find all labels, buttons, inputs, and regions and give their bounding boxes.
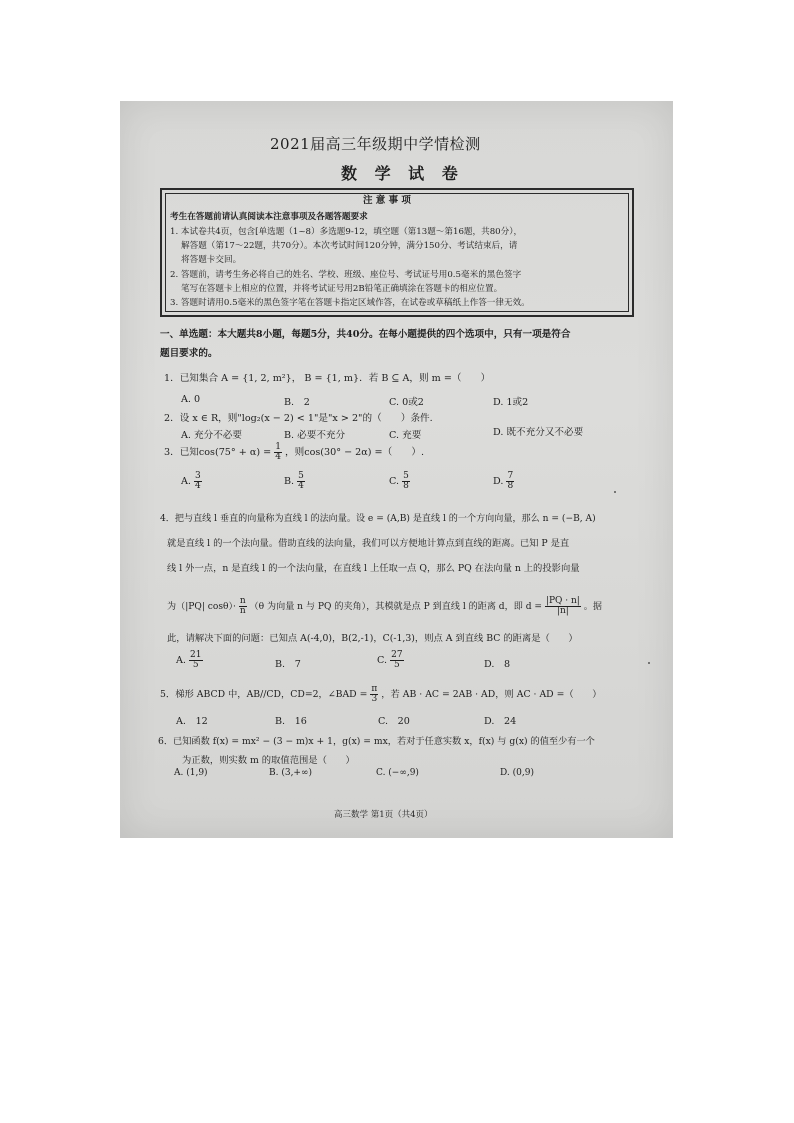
q3-option-b [284, 472, 305, 491]
q5-option-d: D. 24 [484, 716, 517, 727]
q4-unit-vector-den: n [239, 606, 246, 616]
q4-distance-num: |PQ · n| [545, 596, 580, 606]
q3-option-c-num: 5 [403, 471, 409, 481]
q4-line-4-post: 。据 [583, 602, 602, 612]
q4-line-4-pre: 为（|PQ| cosθ）· [167, 602, 236, 612]
exam-title: 2021届高三年级期中学情检测 [270, 135, 481, 153]
q3-option-c-den: 8 [403, 481, 409, 491]
question-6-line-1: 6．已知函数 f(x) = mx² − (3 − m)x + 1，g(x) = mx，若对于任意实数 x，f(x) 与 g(x) 的值至少有一个 [158, 736, 595, 747]
q3-option-d-fraction [506, 472, 514, 491]
notice-item-2-line-1: 2. 答题前，请考生务必将自己的姓名、学校、班级、座位号、考试证号用0.5毫米的黑色签字 [170, 270, 522, 280]
q3-option-a-fraction [194, 472, 202, 491]
q4-option-a [176, 651, 203, 670]
question-4-line-2: 就是直线 l 的一个法向量。借助直线的法向量，我们可以方便地计算点到直线的距离。已知 P 是直 [167, 538, 570, 549]
q3-option-c-fraction [402, 472, 410, 491]
notice-heading: 注 意 事 项 [363, 195, 411, 206]
q3-option-d-num: 7 [507, 471, 514, 481]
q3-stem-num: 1 [275, 442, 281, 452]
q3-option-a-den: 4 [195, 481, 201, 491]
q6-option-b: B. (3,+∞) [269, 768, 312, 778]
q3-stem-pre: 3．已知cos(75° + α) = [164, 447, 272, 458]
q3-option-d-den: 8 [507, 481, 514, 491]
q4-unit-vector-num: n [239, 596, 246, 606]
q3-option-c [389, 472, 410, 491]
notice-item-1-line-1: 1. 本试卷共4页，包含[单选题（1~8）多选题9-12，填空题（第13题～第16题，共80分）， [170, 227, 523, 237]
q4-distance-fraction [545, 597, 581, 616]
q3-option-a-label: A. [181, 476, 191, 487]
section-1-heading-cont: 题目要求的。 [160, 348, 218, 359]
q5-angle-fraction [370, 685, 378, 704]
notice-item-1-line-3: 将答题卡交回。 [181, 255, 242, 265]
question-4-line-3: 线 l 外一点，n 是直线 l 的一个法向量，在直线 l 上任取一点 Q，那么 PQ 在法向量 n 上的投影向量 [167, 563, 580, 574]
q3-option-d [493, 472, 514, 491]
q5-option-c: C. 20 [378, 716, 410, 727]
q5-stem-pre: 5．梯形 ABCD 中，AB//CD，CD=2，∠BAD = [160, 689, 368, 700]
q3-stem-den: 4 [275, 452, 281, 462]
q5-option-b: B. 16 [275, 716, 307, 727]
q3-option-b-fraction [297, 472, 305, 491]
q4-option-c-fraction [390, 651, 403, 670]
question-4-line-1: 4．把与直线 l 垂直的向量称为直线 l 的法向量。设 e = (A,B) 是直线 l 的一个方向向量，那么 n = (−B, A) [160, 514, 596, 524]
q4-option-a-fraction [189, 651, 202, 670]
q2-option-a: A. 充分不必要 [181, 430, 242, 441]
q1-option-a: A. 0 [181, 394, 201, 405]
notice-item-3-line-1: 3. 答题时请用0.5毫米的黑色签字笔在答题卡指定区域作答，在试卷或草稿纸上作答一律无效。 [170, 298, 530, 308]
q4-option-a-num: 21 [190, 650, 202, 660]
q5-angle-num: π [371, 684, 378, 694]
q6-option-c: C. (−∞,9) [376, 768, 419, 778]
question-5-stem [160, 685, 602, 704]
question-6-line-2: 为正数，则实数 m 的取值范围是（ ） [182, 755, 355, 766]
q4-option-a-den: 5 [192, 660, 199, 670]
q4-unit-vector-fraction [239, 597, 247, 616]
q3-option-a-num: 3 [195, 471, 201, 481]
q5-stem-post: ，若 AB · AC = 2AB · AD，则 AC · AD =（ ） [381, 689, 602, 700]
q4-option-c-num: 27 [391, 650, 403, 660]
question-2-stem: 2．设 x ∈ R，则"log₂(x − 2) < 1"是"x > 2"的（ ）条件. [164, 413, 433, 424]
q4-option-d: D. 8 [484, 659, 511, 670]
q2-option-c: C. 充要 [389, 430, 422, 441]
q4-option-c-label: C. [377, 655, 388, 666]
question-3-stem [164, 443, 424, 462]
q2-option-d: D. 既不充分又不必要 [493, 427, 584, 438]
q1-option-d: D. 1或2 [493, 397, 529, 408]
q3-option-b-den: 4 [298, 481, 304, 491]
question-4-line-4 [167, 597, 602, 616]
q1-option-c: C. 0或2 [389, 397, 424, 408]
q1-option-b: B. 2 [284, 397, 310, 408]
notice-intro: 考生在答题前请认真阅读本注意事项及各题答题要求 [170, 212, 368, 222]
q4-line-4-mid: （θ 为向量 n 与 PQ 的夹角），其模就是点 P 到直线 l 的距离 d，即 d = [249, 602, 543, 612]
notice-item-2-line-2: 笔写在答题卡上相应的位置，并将考试证号用2B铅笔正确填涂在答题卡的相应位置。 [181, 284, 503, 294]
q3-stem-post: ，则cos(30° − 2α) =（ ）. [285, 447, 424, 458]
q4-option-a-label: A. [176, 655, 186, 666]
q3-option-b-label: B. [284, 476, 295, 487]
q3-option-d-label: D. [493, 476, 504, 487]
q4-distance-den: |n| [556, 606, 569, 616]
q4-option-c-den: 5 [393, 660, 400, 670]
q5-angle-den: 3 [371, 694, 378, 704]
notice-item-1-line-2: 解答题（第17～22题，共70分）。本次考试时间120分钟，满分150分、考试结束后，请 [181, 241, 518, 251]
question-1-stem: 1．已知集合 A = {1, 2, m²}， B = {1, m}．若 B ⊆ A，则 m =（ ） [164, 373, 491, 384]
scan-speck [648, 662, 650, 664]
q2-option-b: B. 必要不充分 [284, 430, 346, 441]
section-1-heading: 一、单选题：本大题共8小题，每题5分，共40分。在每小题提供的四个选项中，只有一项是符合 [160, 329, 571, 340]
q3-option-c-label: C. [389, 476, 400, 487]
question-4-line-5: 此，请解决下面的问题：已知点 A(-4,0)，B(2,-1)，C(-1,3)，则点 A 到直线 BC 的距离是（ ） [167, 633, 578, 644]
q3-option-a [181, 472, 202, 491]
q3-option-b-num: 5 [298, 471, 304, 481]
q3-stem-fraction [274, 443, 282, 462]
q5-option-a: A. 12 [176, 716, 208, 727]
page-footer: 高三数学 第1页（共4页） [334, 810, 433, 820]
q6-option-a: A. (1,9) [174, 768, 208, 778]
q6-option-d: D. (0,9) [500, 768, 534, 778]
scan-speck [614, 491, 616, 493]
q4-option-c [377, 651, 404, 670]
exam-subtitle: 数 学 试 卷 [341, 164, 464, 183]
q4-option-b: B. 7 [275, 659, 301, 670]
